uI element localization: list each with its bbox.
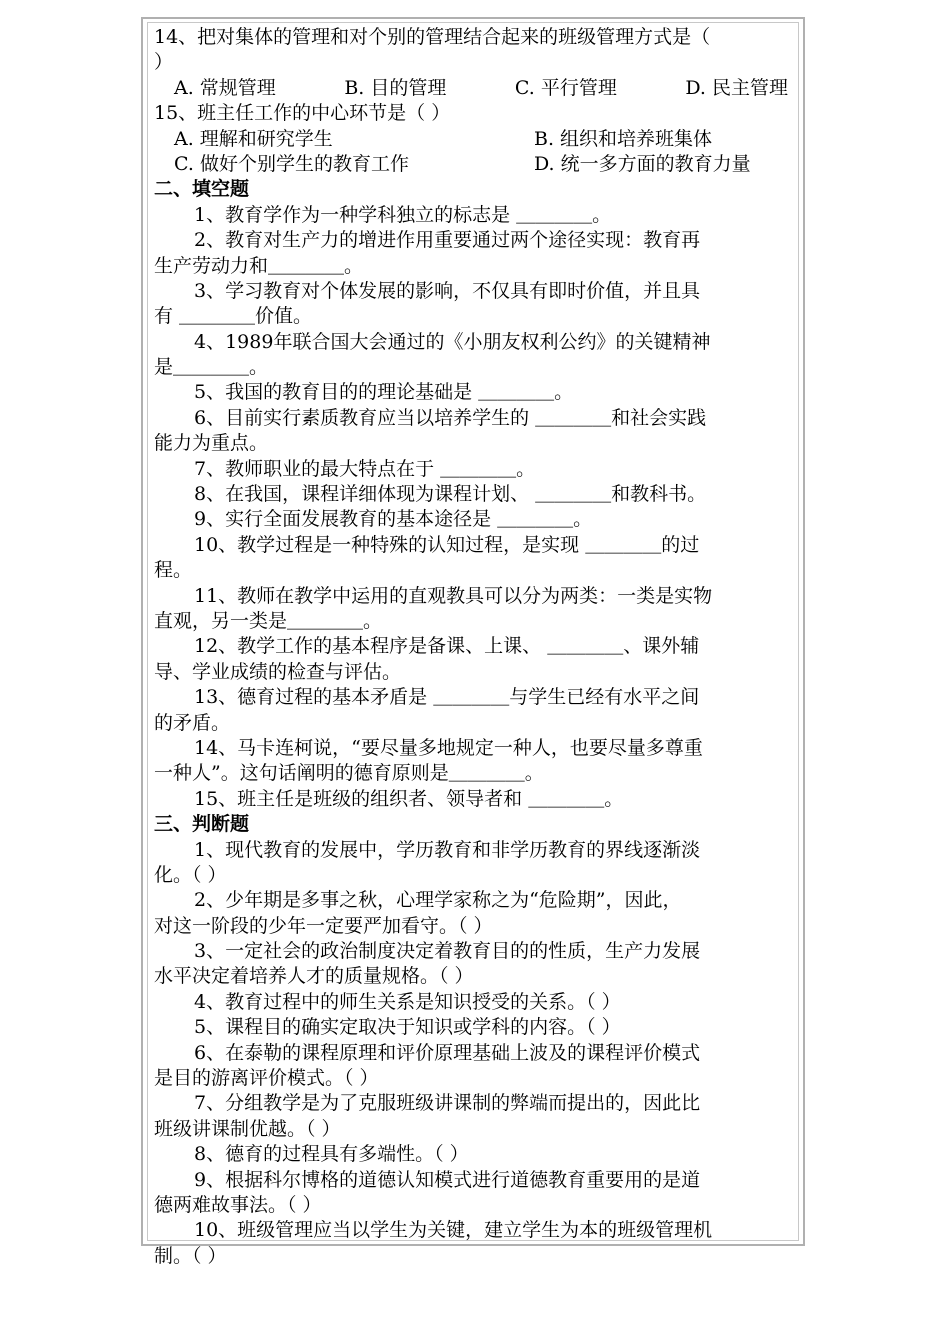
section2-lines xyxy=(154,203,792,812)
q15-option-c: C. 做好个别学生的教育工作 xyxy=(174,152,409,175)
q15-options-row2 xyxy=(154,152,792,177)
q15-options-row1 xyxy=(154,127,792,152)
true-false-line: 水平决定着培养人才的质量规格。（ ） xyxy=(154,965,474,988)
fill-blank-line: 15、班主任是班级的组织者、领导者和 ＿＿＿＿。 xyxy=(194,787,624,810)
fill-blank-line: 10、教学过程是一种特殊的认知过程，是实现 ＿＿＿＿的过 xyxy=(194,533,700,556)
q14-option-d: D. 民主管理 xyxy=(685,76,788,99)
fill-blank-line: 8、在我国，课程详细体现为课程计划、 ＿＿＿＿和教科书。 xyxy=(194,483,707,506)
fill-blank-line: 7、教师职业的最大特点在于 ＿＿＿＿。 xyxy=(194,457,536,480)
true-false-line: 4、教育过程中的师生关系是知识授受的关系。（ ） xyxy=(194,990,621,1013)
section3-lines xyxy=(154,838,792,1270)
true-false-line: 9、根据科尔博格的道德认知模式进行道德教育重要用的是道 xyxy=(194,1168,701,1191)
true-false-line: 8、德育的过程具有多端性。（ ） xyxy=(194,1143,469,1166)
true-false-line: 2、少年期是多事之秋，心理学家称之为“危险期”，因此， xyxy=(194,889,682,912)
fill-blank-line: 12、教学工作的基本程序是备课、上课、 ＿＿＿＿、课外辅 xyxy=(194,635,700,658)
fill-blank-line: 生产劳动力和＿＿＿＿。 xyxy=(154,254,364,277)
fill-blank-line: 11、教师在教学中运用的直观教具可以分为两类：一类是实物 xyxy=(194,584,713,607)
fill-blank-line: 的矛盾。 xyxy=(154,711,231,734)
true-false-line: 是目的游离评价模式。（ ） xyxy=(154,1067,379,1090)
fill-blank-line: 有 ＿＿＿＿价值。 xyxy=(154,305,313,328)
fill-blank-line: 6、目前实行素质教育应当以培养学生的 ＿＿＿＿和社会实践 xyxy=(194,406,707,429)
q14-option-a: A. 常规管理 xyxy=(174,76,276,99)
true-false-line: 3、一定社会的政治制度决定着教育目的的性质，生产力发展 xyxy=(194,940,701,963)
q14-option-c: C. 平行管理 xyxy=(514,76,617,99)
fill-blank-line: 4、1989年联合国大会通过的《小朋友权利公约》的关键精神 xyxy=(194,330,711,353)
fill-blank-line: 是＿＿＿＿。 xyxy=(154,356,269,379)
fill-blank-line: 2、教育对生产力的增进作用重要通过两个途径实现：教育再 xyxy=(194,229,701,252)
true-false-line: 班级讲课制优越。（ ） xyxy=(154,1117,341,1140)
q15-option-d: D. 统一多方面的教育力量 xyxy=(534,152,751,175)
q14-option-b: B. 目的管理 xyxy=(344,76,447,99)
true-false-line: 德两难故事法。（ ） xyxy=(154,1193,322,1216)
q15-option-a: A. 理解和研究学生 xyxy=(174,127,333,150)
fill-blank-line: 直观，另一类是＿＿＿＿。 xyxy=(154,609,383,632)
fill-blank-line: 9、实行全面发展教育的基本途径是 ＿＿＿＿。 xyxy=(194,508,593,531)
fill-blank-line: 程。 xyxy=(154,559,193,582)
fill-blank-line: 能力为重点。 xyxy=(154,432,269,455)
q15-option-b: B. 组织和培养班集体 xyxy=(534,127,713,150)
fill-blank-line: 一种人”。这句话阐明的德育原则是＿＿＿＿。 xyxy=(154,762,544,785)
q14-stem-cont: ） xyxy=(154,51,174,74)
q14-stem: 14、把对集体的管理和对个别的管理结合起来的班级管理方式是（ xyxy=(154,26,711,48)
true-false-line: 7、分组教学是为了克服班级讲课制的弊端而提出的，因此比 xyxy=(194,1092,701,1115)
fill-blank-line: 13、德育过程的基本矛盾是 ＿＿＿＿与学生已经有水平之间 xyxy=(194,686,700,709)
fill-blank-line: 1、教育学作为一种学科独立的标志是 ＿＿＿＿。 xyxy=(194,203,612,226)
true-false-line: 对这一阶段的少年一定要严加看守。（ ） xyxy=(154,914,493,937)
section3-title: 三、判断题 xyxy=(154,813,250,836)
true-false-line: 制。（ ） xyxy=(154,1244,227,1267)
fill-blank-line: 5、我国的教育目的的理论基础是 ＿＿＿＿。 xyxy=(194,381,574,404)
true-false-line: 5、课程目的确实定取决于知识或学科的内容。（ ） xyxy=(194,1016,621,1039)
fill-blank-line: 3、学习教育对个体发展的影响，不仅具有即时价值，并且具 xyxy=(194,279,701,302)
fill-blank-line: 14、马卡连柯说，“要尽量多地规定一种人，也要尽量多尊重 xyxy=(194,736,703,759)
q15-stem: 15、班主任工作的中心环节是（ ） xyxy=(154,102,451,125)
document-frame xyxy=(141,17,805,1267)
document-body xyxy=(147,22,799,1267)
fill-blank-line: 导、学业成绩的检查与评估。 xyxy=(154,660,402,683)
true-false-line: 10、班级管理应当以学生为关键，建立学生为本的班级管理机 xyxy=(194,1219,713,1242)
q14-options xyxy=(154,76,792,101)
section2-title: 二、填空题 xyxy=(154,178,250,201)
true-false-line: 1、现代教育的发展中，学历教育和非学历教育的界线逐渐淡 xyxy=(194,838,701,861)
true-false-line: 化。（ ） xyxy=(154,863,227,886)
true-false-line: 6、在泰勒的课程原理和评价原理基础上波及的课程评价模式 xyxy=(194,1041,701,1064)
